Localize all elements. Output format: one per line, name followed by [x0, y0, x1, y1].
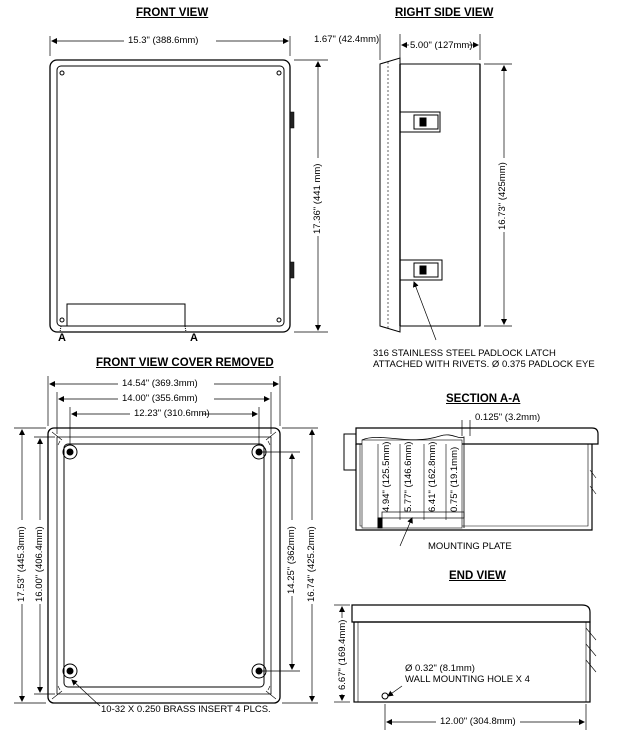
side-view-enclosure	[380, 58, 480, 332]
cover-width-insert: 12.23" (310.6mm)	[134, 408, 210, 419]
section-d3: 6.41" (162.8mm)	[427, 441, 438, 512]
end-view-title: END VIEW	[449, 570, 506, 582]
cover-width-outer: 14.54" (369.3mm)	[122, 378, 198, 389]
section-mark-right: A	[190, 332, 198, 344]
cover-removed-dims	[14, 376, 318, 706]
cover-removed-enclosure	[48, 428, 280, 703]
front-view-dims	[50, 36, 328, 332]
cover-height-outer: 17.53" (445.3mm)	[16, 526, 27, 602]
mounting-plate-label: MOUNTING PLATE	[428, 541, 512, 552]
cover-height-insert: 14.25" (362mm)	[286, 526, 297, 594]
hole-note-line1: Ø 0.32" (8.1mm)	[405, 663, 475, 674]
latch-note-line2: ATTACHED WITH RIVETS. Ø 0.375 PADLOCK EYE	[373, 359, 595, 370]
section-d4: 0.75" (19.1mm)	[449, 446, 460, 512]
insert-note: 10-32 X 0.250 BRASS INSERT 4 PLCS.	[101, 704, 271, 715]
section-d2: 5.77" (146.6mm)	[403, 441, 414, 512]
side-height-dim: 16.73" (425mm)	[497, 162, 508, 230]
right-side-view-title: RIGHT SIDE VIEW	[395, 7, 494, 19]
section-mark-left: A	[58, 332, 66, 344]
front-width-dim: 15.3" (388.6mm)	[128, 35, 199, 46]
cover-height-flange: 16.74" (425.2mm)	[306, 526, 317, 602]
brass-insert-icons	[63, 445, 266, 678]
end-view-drawing	[352, 605, 596, 702]
section-wall-dim: 0.125" (3.2mm)	[475, 412, 541, 423]
side-offset-dim: 1.67" (42.4mm)	[314, 34, 380, 45]
front-height-dim: 17.36" (441 mm)	[312, 163, 323, 234]
end-width-dim: 12.00" (304.8mm)	[440, 716, 516, 727]
cover-height-mid: 16.00" (406.4mm)	[34, 526, 45, 602]
end-height-dim: 6.67" (169.4mm)	[337, 619, 348, 690]
section-a-a-title: SECTION A-A	[446, 393, 521, 405]
front-view-enclosure	[50, 60, 294, 332]
cover-width-mid: 14.00" (355.6mm)	[122, 393, 198, 404]
latch-note-line1: 316 STAINLESS STEEL PADLOCK LATCH	[373, 348, 556, 359]
hole-note-line2: WALL MOUNTING HOLE X 4	[405, 674, 530, 685]
section-d1: 4.94" (125.5mm)	[381, 441, 392, 512]
cover-removed-title: FRONT VIEW COVER REMOVED	[96, 357, 274, 369]
front-view-title: FRONT VIEW	[136, 7, 209, 19]
side-depth-dim: 5.00" (127mm)	[410, 40, 473, 51]
